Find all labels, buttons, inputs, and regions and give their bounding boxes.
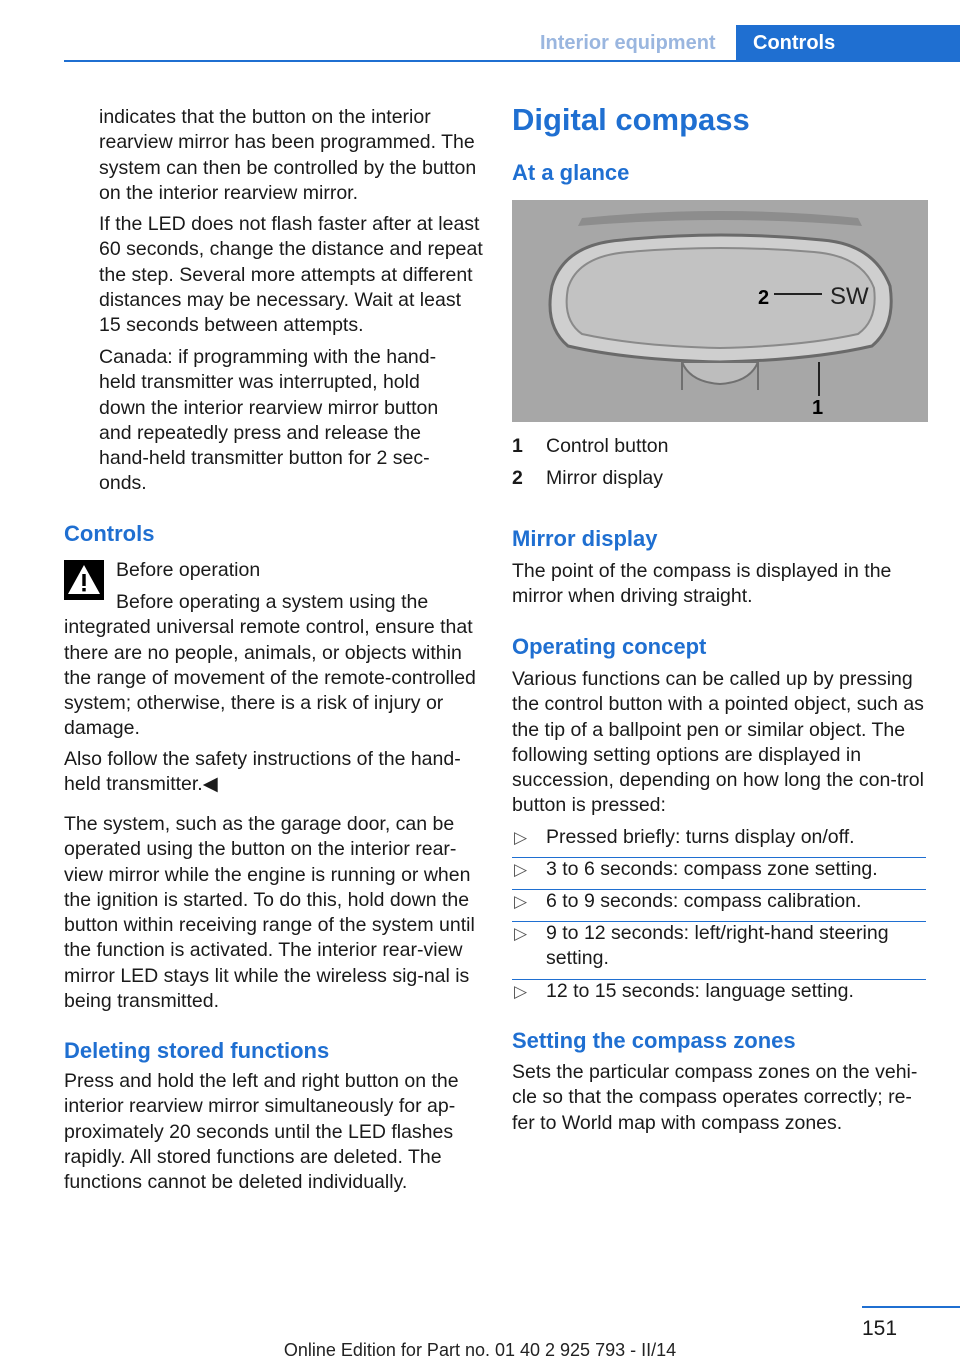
mirror-figure: [512, 200, 928, 422]
bullet-icon: ▷: [514, 860, 528, 879]
bullet-icon: ▷: [514, 924, 528, 943]
controls-heading: Controls: [64, 521, 155, 546]
page-number-rule: [862, 1306, 960, 1308]
paragraph-canada: Canada: if programming with the hand-held transmitter was interrupted, hold down the interior rearview mirror button and repeatedly press and release the hand-held transmitter button for 2 sec-onds.: [99, 346, 439, 495]
warning-title: Before operation: [116, 559, 261, 581]
page-number: 151: [862, 1317, 898, 1340]
paragraph-led: If the LED does not flash faster after at least 60 seconds, change the distance and repeat the step. Several more attempts at different distances may be necessary. Wait at least 15 seconds between attempts.: [99, 213, 483, 337]
operating-concept-heading: Operating concept: [512, 634, 707, 659]
figure-label-2: 2: [758, 287, 770, 309]
deleting-heading: Deleting stored functions: [64, 1038, 330, 1063]
header-section-label: Interior equipment: [540, 32, 716, 54]
bullet-icon: ▷: [514, 828, 528, 847]
bullet-item-4: 9 to 12 seconds: left/right-hand steering setting.: [546, 922, 889, 970]
paragraph-deleting: Press and hold the left and right button on the interior rearview mirror simultaneously for ap-proximately 20 seconds until the LED flashes rapidly. All stored functions are deleted. The functions cannot be deleted individually.: [64, 1070, 459, 1194]
compass-zones-text: Sets the particular compass zones on the vehi-cle so that the compass operates correctly; re-fer to World map with compass zones.: [512, 1061, 918, 1134]
at-a-glance-heading: At a glance: [512, 160, 630, 185]
legend-item-1-text: Control button: [546, 435, 669, 457]
mirror-display-text: The point of the compass is displayed in the mirror when driving straight.: [512, 560, 892, 608]
figure-label-1: 1: [812, 397, 824, 419]
header-tab-controls: [736, 25, 960, 62]
bullet-icon: ▷: [514, 982, 528, 1001]
paragraph-operation: The system, such as the garage door, can be operated using the button on the interior rear-view mirror while the engine is running or when the ignition is started. To do this, hold down the button within receiving range of the system until the function is activated. The interior rear-view mirror LED stays lit while the wireless sig-nal is being transmitted.: [64, 813, 475, 1013]
mirror-display-heading: Mirror display: [512, 526, 658, 551]
legend-item-2-number: 2: [512, 467, 523, 489]
header-tab-label: Controls: [753, 32, 836, 54]
rearview-mirror-illustration: [512, 200, 928, 422]
compass-zones-heading: Setting the compass zones: [512, 1028, 796, 1053]
header-rule: [64, 60, 960, 62]
warning-text: Before operating a system using the integrated universal remote control, ensure that there are no people, animals, or objects within the range of movement of the remote-controlled system; otherwise, there is a risk of injury or damage.: [64, 591, 476, 740]
operating-concept-text: Various functions can be called up by pressing the control button with a pointed object, such as the tip of a ballpoint pen or similar object. The following setting options are displayed in succession, depending on how long the con-trol button is pressed:: [512, 668, 924, 817]
section-title: Digital compass: [512, 102, 750, 137]
bullet-item-2: 3 to 6 seconds: compass zone setting.: [546, 858, 878, 880]
bullet-item-5: 12 to 15 seconds: language setting.: [546, 980, 854, 1002]
bullet-icon: ▷: [514, 892, 528, 911]
paragraph-programmed: indicates that the button on the interior rearview mirror has been programmed. The system can then be controlled by the button on the interior rearview mirror.: [99, 106, 477, 204]
bullet-item-3: 6 to 9 seconds: compass calibration.: [546, 890, 862, 912]
legend-item-2-text: Mirror display: [546, 467, 664, 489]
bullet-item-1: Pressed briefly: turns display on/off.: [546, 826, 855, 848]
compass-display-text: SW: [830, 283, 869, 310]
footer-edition-text: Online Edition for Part no. 01 40 2 925 793 - II/14: [283, 1340, 677, 1360]
safety-note: Also follow the safety instructions of the hand-held transmitter.◀: [64, 748, 461, 796]
legend-item-1-number: 1: [512, 435, 523, 457]
